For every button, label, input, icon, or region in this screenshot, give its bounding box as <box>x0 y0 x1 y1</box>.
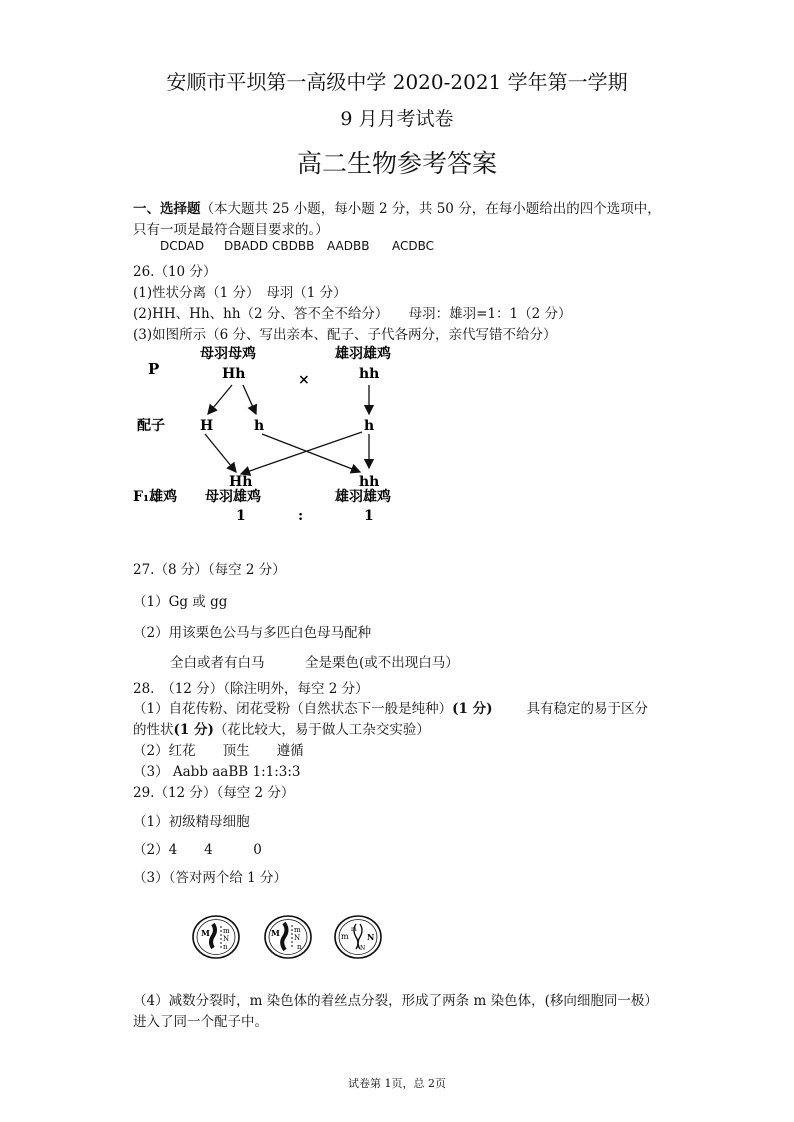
q29-line1: （1）初级精母细胞 <box>133 814 250 830</box>
cell1-label-d: n <box>223 943 228 951</box>
cell2-label-d: n <box>297 943 302 951</box>
cell1-label-a: M <box>201 928 210 938</box>
offspring2-ratio: 1 <box>364 508 374 524</box>
offspring2-name: 雄羽雄鸡 <box>335 489 391 505</box>
parent1-genotype: Hh <box>222 366 246 382</box>
offspring2-genotype: hh <box>359 474 380 490</box>
cell2-label-b: m <box>294 926 301 934</box>
offspring1-genotype: Hh <box>229 474 253 490</box>
exam-title: 9 月月考试卷 <box>340 108 454 130</box>
offspring1-name: 母羽雄鸡 <box>205 489 261 505</box>
gamete-label: 配子 <box>137 418 165 434</box>
q27-line3: 全白或者有白马 全是栗色(或不出现白马） <box>170 655 459 671</box>
school-title: 安顺市平坝第一高级中学 2020-2021 学年第一学期 <box>166 70 628 94</box>
cell-figure-1 <box>193 916 239 958</box>
cell3-label-d: N <box>360 945 366 952</box>
page-title: 高二生物参考答案 <box>296 149 497 178</box>
q28-head: 28. （12 分）（除注明外，每空 2 分） <box>133 681 369 697</box>
cell-figures <box>190 910 400 966</box>
q26-line1: (1)性状分离（1 分） 母羽（1 分） <box>133 285 347 301</box>
q28-line1 <box>133 697 648 717</box>
choice-answers-2: DBADD <box>224 239 269 253</box>
offspring1-ratio: 1 <box>236 508 246 524</box>
q28-line2-b: (1 分) <box>173 722 214 738</box>
page-footer: 试卷第 1页，总 2页 <box>348 1077 446 1090</box>
q28-line1-a: （1）自花传粉、闭花受粉（自然状态下一般是纯种） <box>133 701 453 717</box>
cell2-label-c: N <box>294 934 301 942</box>
p-label: P <box>148 360 160 378</box>
cross-symbol: × <box>298 372 310 388</box>
section1-label: 一、选择题 <box>133 201 201 217</box>
cell1-label-b: m <box>223 927 230 935</box>
q28-line2-c: （花比较大，易于做人工杂交实验） <box>213 722 430 738</box>
q28-line2 <box>133 718 430 738</box>
choice-answers-1: DCDAD <box>160 239 205 253</box>
cell1-label-c: N <box>223 935 230 943</box>
q28-line4: （3） Aabb aaBB 1:1:3:3 <box>133 764 301 780</box>
q28-line2-a: 的性状 <box>133 722 174 738</box>
q27-head: 27.（8 分）（每空 2 分） <box>133 562 286 578</box>
q28-line1-c: 具有稳定的易于区分 <box>526 701 648 717</box>
arrow-parent1-H <box>208 385 232 414</box>
gamete-h2: h <box>364 418 375 434</box>
q26-line3: (3)如图所示（6 分、写出亲本、配子、子代各两分，亲代写错不给分） <box>133 327 557 343</box>
q26-head: 26.（10 分） <box>133 264 217 280</box>
ratio-colon: : <box>298 508 304 524</box>
section1-desc1: （本大题共 25 小题，每小题 2 分，共 50 分，在每小题给出的四个选项中， <box>200 201 661 217</box>
cell3-label-c: N <box>367 932 375 942</box>
f1-label: F₁雄鸡 <box>133 489 178 505</box>
parent2-genotype: hh <box>359 366 380 382</box>
q29-line5: 进入了同一个配子中。 <box>133 1014 268 1030</box>
choice-answers-3: CBDBB <box>272 239 315 253</box>
arrow-parent1-h <box>243 385 256 414</box>
arrow-H-to-Hh <box>205 434 236 472</box>
q28-line1-b: (1 分) <box>452 701 493 717</box>
q27-line1: （1）Gg 或 gg <box>133 594 228 610</box>
choice-answers-5: ACDBC <box>392 239 435 253</box>
section1-desc2: 只有一项是最符合题目要求的。） <box>133 222 329 238</box>
gamete-h1: h <box>254 418 265 434</box>
q29-line4: （4）减数分裂时，m 染色体的着丝点分裂，形成了两条 m 染色体，(移向细胞同一极） <box>133 993 658 1009</box>
cell3-label-a: m <box>341 932 349 941</box>
cell-figure-3 <box>335 916 381 958</box>
parent1-name: 母羽母鸡 <box>200 346 256 362</box>
parent2-name: 雄羽雄鸡 <box>335 346 391 362</box>
cell2-label-a: M <box>271 928 280 938</box>
q29-line3: （3）（答对两个给 1 分） <box>133 870 288 886</box>
arrow-h2-to-Hh <box>241 432 362 474</box>
gamete-H: H <box>200 418 214 434</box>
q29-head: 29.（12 分）（每空 2 分） <box>133 785 295 801</box>
cell3-label-b: m <box>351 926 357 933</box>
cell-figure-2 <box>265 916 311 958</box>
q29-line2: （2）4 4 0 <box>133 842 262 858</box>
q28-line3: （2）红花 顶生 遵循 <box>133 743 304 759</box>
q27-line2: （2）用该栗色公马与多匹白色母马配种 <box>133 625 372 641</box>
q26-line2: (2)HH、Hh、hh（2 分、答不全不给分） 母羽：雄羽=1：1（2 分） <box>133 306 572 322</box>
choice-answers-4: AADBB <box>327 239 370 253</box>
arrow-h-to-hh <box>262 434 360 472</box>
